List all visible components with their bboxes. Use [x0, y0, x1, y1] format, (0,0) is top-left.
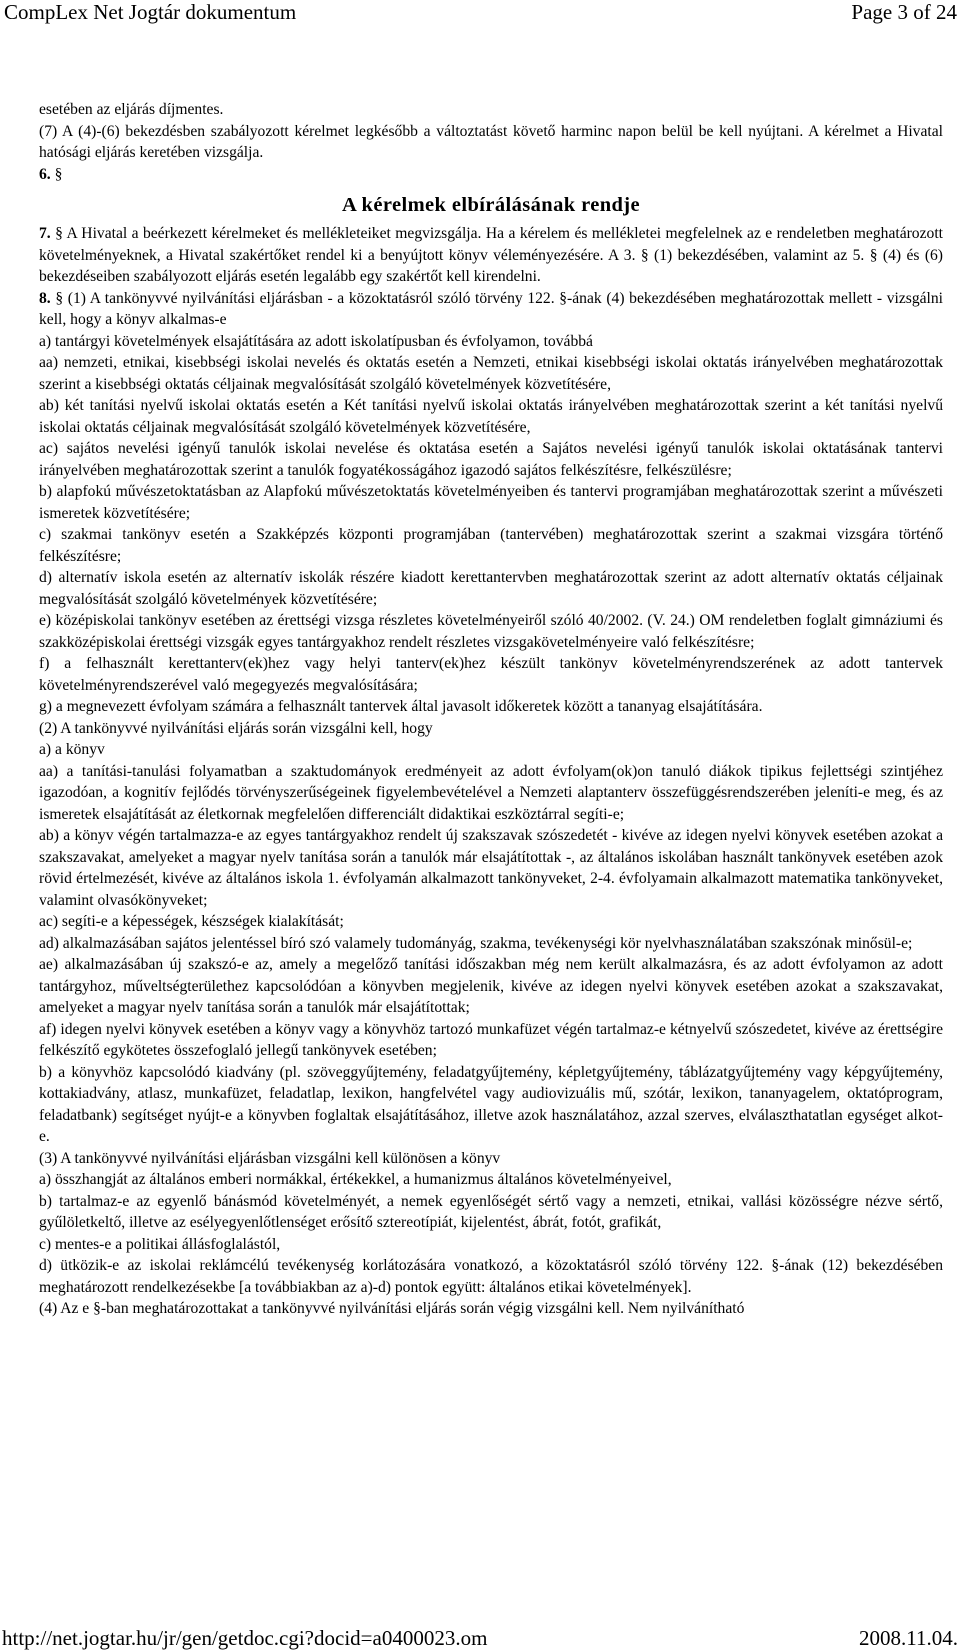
page-number: Page 3 of 24	[851, 0, 957, 24]
point-ac2: ac) segíti-e a képességek, készségek kialakítását;	[39, 913, 344, 930]
section-number: 8.	[39, 289, 51, 307]
print-date: 2008.11.04.	[859, 1626, 958, 1650]
document-body	[39, 99, 943, 1320]
point-c3: c) mentes-e a politikai állásfoglalástól,	[39, 1235, 281, 1253]
point-ab: ab) két tanítási nyelvű iskolai oktatás esetén a Két tanítási nyelvű iskolai oktatás irányelvében meghatározottak szerint a két tanítási nyelvű iskolai oktatás céljainak megvalósítását szolgáló követelmények közvetítésére,	[39, 397, 943, 436]
section-7	[39, 223, 943, 288]
point-b: b) alapfokú művészetoktatásban az Alapfokú művészetoktatás követelményeiben és tantervi programjában meghatározottak szerint a művészeti ismeretek közvetítésére;	[39, 483, 943, 522]
paragraph-2: (2) A tankönyvvé nyilvánítási eljárás során vizsgálni kell, hogy	[39, 719, 433, 737]
document-title: CompLex Net Jogtár dokumentum	[4, 0, 297, 24]
section-number: 7.	[39, 225, 51, 242]
page-header	[0, 0, 960, 26]
point-ad2: ad) alkalmazásában sajátos jelentéssel bíró szó valamely tudományág, szakma, tevékenységi kör nyelvhasználatában szakszónak minősül-e;	[39, 934, 913, 952]
point-d3: d) ütközik-e az iskolai reklámcélú tevékenység korlátozására vonatkozó, a közoktatásról szóló törvény 122. §-ának (12) bekezdésében meghatározott rendelkezésekbe [a továbbiakban az a)-d) pontok együtt: általános etikai követelmények].	[39, 1257, 943, 1296]
point-e: e) középiskolai tankönyv esetében az érettségi vizsga részletes követelményeiről szóló 40/2002. (V. 24.) OM rendeletben foglalt gimnáziumi és szakközépiskolai érettségi vizsgák egyes tantárgyakhoz rendelt részletes vizsgakövetelményeire való felkészítésre;	[39, 612, 943, 651]
point-a: a) tantárgyi követelmények elsajátítására az adott iskolatípusban és évfolyamon, továbbá	[39, 332, 593, 350]
point-c: c) szakmai tankönyv esetén a Szakképzés központi programjában (tantervében) meghatározottak szerint a szakmai vizsgára történő felkészítésre;	[39, 526, 943, 565]
section-sign: §	[54, 165, 63, 183]
section-heading: A kérelmek elbírálásának rendje	[341, 194, 641, 216]
section-text: § (1) A tankönyvvé nyilvánítási eljárásban - a közoktatásról szóló törvény 122. §-ának (4) bekezdésében meghatározottak mellett - vizsgálni kell, hogy a könyv alkalmas-e	[39, 289, 944, 328]
page-footer	[0, 1626, 960, 1652]
point-b3: b) tartalmaz-e az egyenlő bánásmód követelményét, a nemek egyenlőségét sértő vagy a nemzeti, etnikai, vallási közösségre nézve sértő, gyűlöletkeltő, illetve az esélyegyenlőtlenséget erősítő sztereotípiát, kijelentést, ábrát, fotót, grafikát,	[39, 1192, 943, 1231]
paragraph: esetében az eljárás díjmentes.	[39, 101, 224, 118]
section-8	[39, 288, 943, 331]
paragraph-3: (3) A tankönyvvé nyilvánítási eljárásban vizsgálni kell különösen a könyv	[39, 1149, 501, 1167]
section-6	[39, 164, 943, 186]
point-af2: af) idegen nyelvi könyvek esetében a könyv vagy a könyvhöz tartozó munkafüzet végén tartalmaz-e kétnyelvű szószedetet, kivéve az érettségire felkészítő egykötetes összefoglaló jellegű tankönyvek esetében;	[39, 1020, 943, 1059]
point-g: g) a megnevezett évfolyam számára a felhasznált tantervek által javasolt időkeretek között a tananyag elsajátítására.	[39, 698, 763, 715]
point-ac: ac) sajátos nevelési igényű tanulók iskolai nevelése és oktatása esetén a Sajátos nevelési igényű tanulók iskolai oktatásának tantervi irányelvében meghatározottak szerint a tanulók fogyatékosságához igazodó sajátos felkészítésre, felkészülésre;	[39, 440, 943, 479]
paragraph: (7) A (4)-(6) bekezdésben szabályozott kérelmet legkésőbb a változtatást követő harminc napon belül be kell nyújtani. A kérelmet a Hivatal hatósági eljárás keretében vizsgálja.	[39, 122, 943, 161]
point-a2: a) a könyv	[39, 741, 105, 758]
point-ae2: ae) alkalmazásában új szakszó-e az, amely a megelőző tanítási időszakban még nem került alkalmazásra, és az adott évfolyamon az adott tantárgyhoz, műveltségterülethez kapcsolódóan a könyvben megjelenik, kivéve az idegen nyelvi könyvek esetében azokat a szakszavakat, amelyeket a magyar nyelv tanítása során a tanulók már elsajátítottak;	[39, 956, 943, 1016]
section-number: 6.	[39, 165, 51, 183]
point-aa: aa) nemzeti, etnikai, kisebbségi iskolai nevelés és oktatás esetén a Nemzeti, etnikai kisebbségi iskolai oktatás irányelvében meghatározottak szerint a kisebbségi oktatás céljainak megvalósítását szolgáló követelmények közvetítésére,	[39, 354, 943, 393]
point-a3: a) összhangját az általános emberi normákkal, értékekkel, a humanizmus általános követelményeivel,	[39, 1171, 672, 1188]
point-d: d) alternatív iskola esetén az alternatív iskolák részére kiadott kerettantervben meghatározottak szerint az adott alternatív oktatás céljainak megvalósítását szolgáló követelmények közvetítésére;	[39, 569, 943, 608]
point-aa2: aa) a tanítási-tanulási folyamatban a szaktudományok eredményeit az adott évfolyam(ok)on tanuló diákok tipikus fejlettségi szintjéhez igazodóan, a kognitív fejlődés törvényszerűségeinek figyelembevételével a Nemzeti alaptanterv összefüggésrendszerében jeleníti-e meg, és az ismeretek elsajátítását az életkornak megfelelően differenciált didaktikai eszköztárral segíti-e;	[39, 762, 943, 823]
point-b2: b) a könyvhöz kapcsolódó kiadvány (pl. szöveggyűjtemény, feladatgyűjtemény, képletgyűjtemény, táblázatgyűjtemény vagy képgyűjtemény, kottakiadvány, atlasz, munkafüzet, feladatlap, lexikon, hangfelvétel vagy audiovizuális mű, szótár, lexikon, tananyagelem, oktatóprogram, feladatbank) segítséget nyújt-e a könyvben foglaltak elsajátításához, illetve azok használatához, azzal szerves, elválaszthatatlan egységet alkot-e.	[39, 1063, 943, 1145]
point-ab2: ab) a könyv végén tartalmazza-e az egyes tantárgyakhoz rendelt új szakszavak szószedetét - kivéve az idegen nyelvi könyvek esetében azokat a szakszavakat, amelyeket a magyar nyelv tanítása során a tanulók már elsajátítottak -, az általános iskolában használt tankönyvek esetében azok rövid értelmezését, kivéve az általános iskola 1. évfolyamán alkalmazott tankönyveket, 2-4. évfolyamain alkalmazott matematika tankönyveket, valamint olvasókönyveket;	[39, 827, 943, 909]
paragraph-4: (4) Az e §-ban meghatározottakat a tankönyvvé nyilvánítási eljárás során végig vizsgálni kell. Nem nyilvánítható	[39, 1300, 745, 1317]
section-text: § A Hivatal a beérkezett kérelmeket és mellékleteiket megvizsgálja. Ha a kérelem és mellékletei megfelelnek az e rendeletben meghatározott követelményeknek, a Hivatal szakértőket rendel ki a benyújtott könyv véleményezésére. A 3. § (1) bekezdésében, valamint az 5. § (4) és (6) bekezdéseiben szabályozott eljárás esetén legalább egy szakértőt kell kirendelni.	[39, 225, 943, 285]
point-f: f) a felhasznált kerettanterv(ek)hez vagy helyi tanterv(ek)hez készült tankönyv követelményrendszerének az adott tantervek követelményrendszerével való megegyezés megvalósítására;	[39, 655, 943, 694]
source-url[interactable]: http://net.jogtar.hu/jr/gen/getdoc.cgi?docid=a0400023.om	[2, 1626, 488, 1650]
